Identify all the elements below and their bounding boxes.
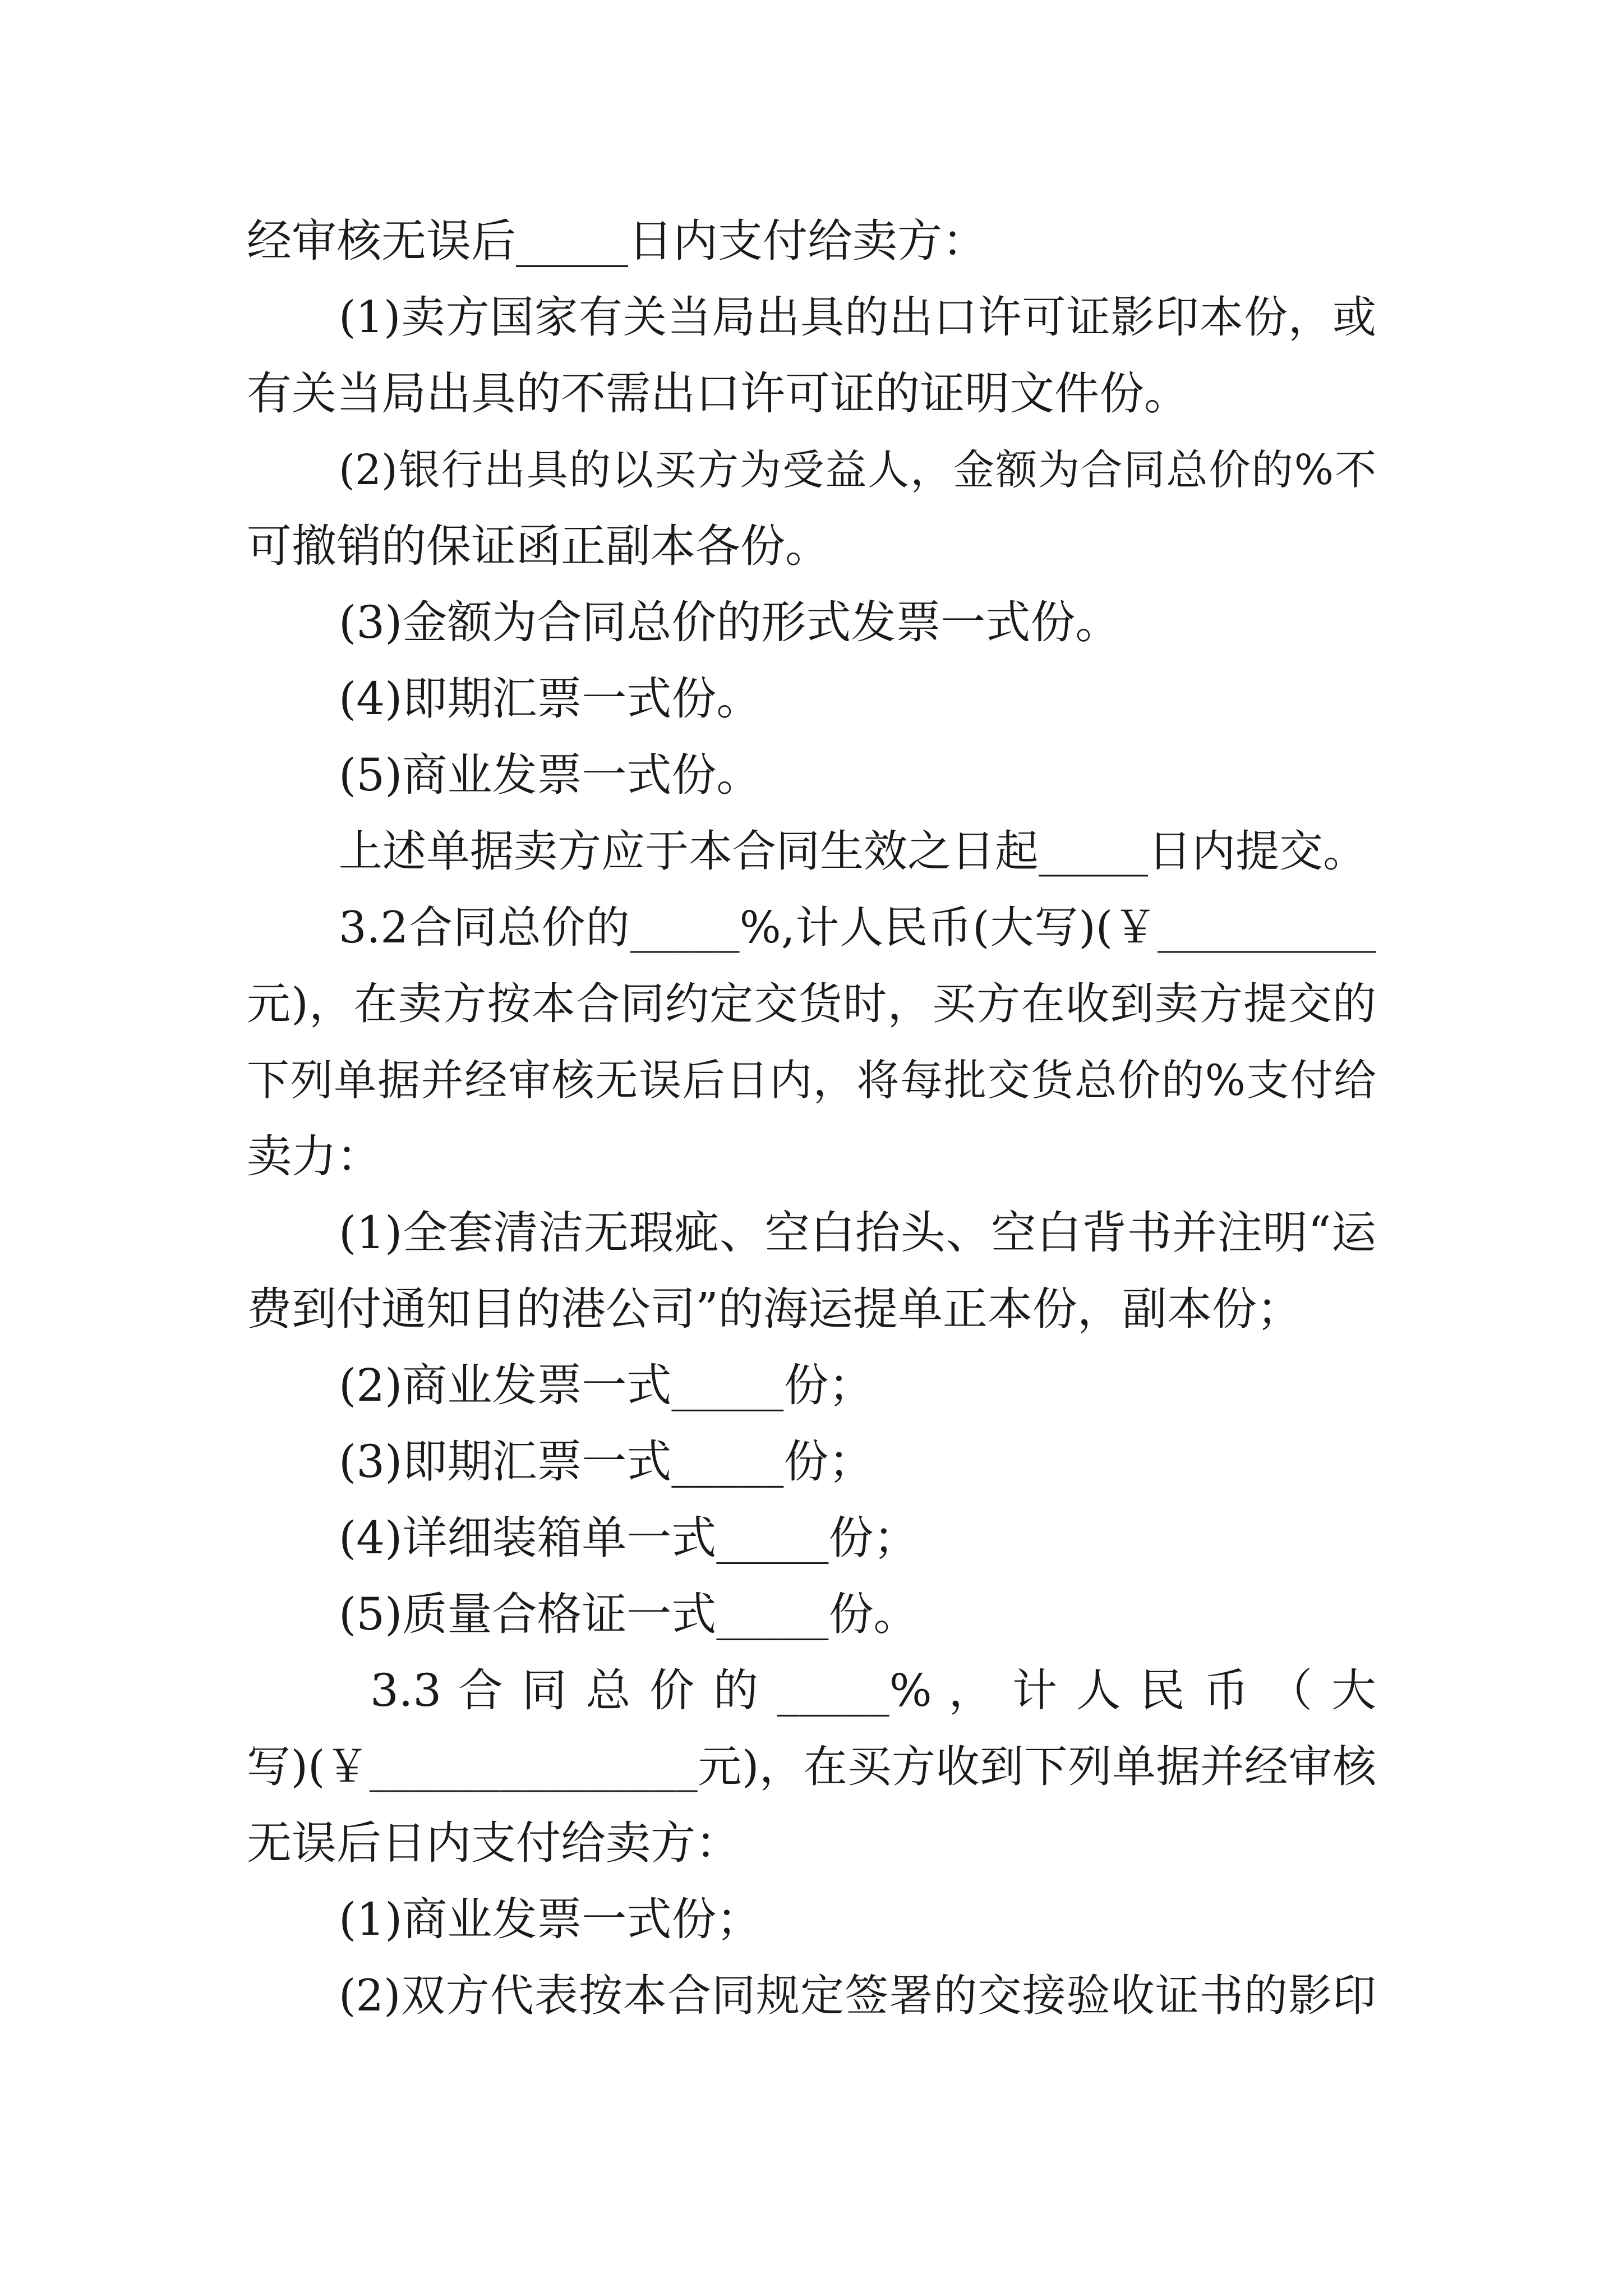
text-line: 无误后日内支付给卖方： [247,1817,740,1869]
text-line: 费到付通知目的港公司”的海运提单正本份，副本份； [247,1283,1302,1335]
text-line: 经审核无误后_____日内支付给卖方： [247,215,987,267]
text-line: 3.3 合 同 总 价 的 _____% ， 计 人 民 币 （ 大 [370,1664,1376,1717]
text-line: (2)银行出具的以买方为受益人，金额为合同总价的%不 [339,446,1376,494]
text-line: (1)商业发票一式份； [339,1893,762,1945]
text-line: (3)即期汇票一式_____份； [339,1435,874,1488]
text-line: 可撤销的保证函正副本各份。 [247,520,830,572]
text-line: (4)即期汇票一式份。 [339,673,762,725]
text-line: (2)商业发票一式_____份； [339,1359,874,1411]
text-line: (4)详细装箱单一式_____份； [339,1512,919,1564]
text-line: (1)卖方国家有关当局出具的出口许可证影印本份，或 [339,292,1376,343]
text-line: (5)质量合格证一式_____份。 [339,1588,919,1640]
text-line: 上述单据卖方应于本合同生效之日起_____日内提交。 [339,826,1367,877]
text-line: 有关当局出具的不需出口许可证的证明文件份。 [247,367,1189,420]
text-line: (5)商业发票一式份。 [339,749,762,801]
text-line: 下列单据并经审核无误后日内，将每批交货总价的%支付给 [247,1055,1376,1105]
text-line: 元)，在卖方按本合同约定交货时，买方在收到卖方提交的 [247,979,1376,1029]
text-line: 写)(￥_______________元)，在买方收到下列单据并经审核 [247,1742,1376,1792]
text-line: (3)金额为合同总价的形式发票一式份。 [339,596,1121,648]
text-line: 卖力： [247,1130,381,1182]
text-line: (1)全套清洁无瑕疵、空白抬头、空白背书并注明“运 [339,1207,1376,1259]
text-line: (2)双方代表按本合同规定签署的交接验收证书的影印 [339,1971,1376,2021]
text-line: 3.2合同总价的_____%,计人民币(大写)(￥__________ [339,903,1376,953]
